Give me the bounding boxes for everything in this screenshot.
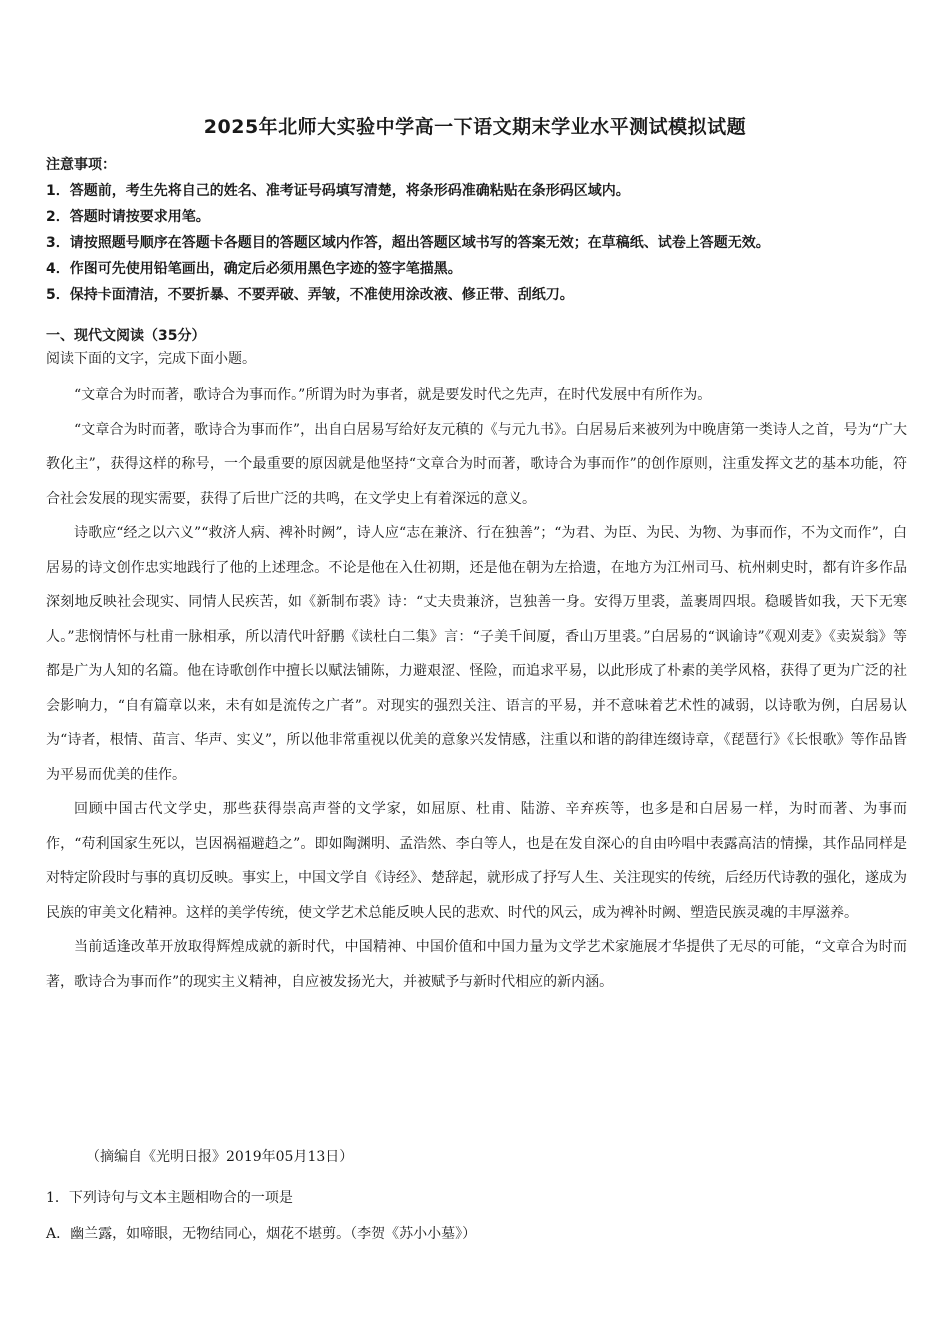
- page-title: 2025年北师大实验中学高一下语文期末学业水平测试模拟试题: [203, 116, 747, 138]
- reading-passage: [46, 378, 907, 999]
- notice-item: 1．答题前，考生先将自己的姓名、准考证号码填写清楚，将条形码准确粘贴在条形码区域内。: [46, 183, 630, 199]
- option-a: A．幽兰露，如啼眼，无物结同心，烟花不堪剪。（李贺《苏小小墓》）: [46, 1226, 477, 1242]
- question-stem: 1．下列诗句与文本主题相吻合的一项是: [46, 1190, 293, 1206]
- notice-item: 4．作图可先使用铅笔画出，确定后必须用黑色字迹的签字笔描黑。: [46, 261, 462, 277]
- passage-source: （摘编自《光明日报》2019年05月13日）: [86, 1149, 354, 1165]
- notice-item: 5．保持卡面清洁，不要折暴、不要弄破、弄皱，不准使用涂改液、修正带、刮纸刀。: [46, 287, 574, 303]
- notice-heading: 注意事项：: [46, 157, 116, 173]
- question-1: [46, 1180, 916, 1252]
- section-title: 一、现代文阅读（35分）: [46, 328, 206, 344]
- passage-paragraph: 诗歌应“经之以六义”“救济人病、裨补时阙”，诗人应“志在兼济、行在独善”；“为君、为臣、为民、为物、为事而作，不为文而作”，白居易的诗文创作忠实地践行了他的上述理念。不论是他在入仕初期，还是他在朝为左拾遗，在地方为江州司马、杭州刺史时，都有许多作品深刻地反映社会现实、同情人民疾苦，如《新制布裘》诗：“丈夫贵兼济，岂独善一身。安得万里裘，盖裹周四垠。稳暖皆如我，天下无寒人。”悲悯情怀与杜甫一脉相承，所以清代叶舒鹏《读杜白二集》言：“子美千间厦，香山万里裘。”白居易的“讽谕诗”《观刈麦》《卖炭翁》等都是广为人知的名篇。他在诗歌创作中擅长以赋法铺陈，力避艰涩、怪险，而追求平易，以此形成了朴素的美学风格，获得了更为广泛的社会影响力，“自有篇章以来，未有如是流传之广者”。对现实的强烈关注、语言的平易，并不意味着艺术性的减弱，以诗歌为例，白居易认为“诗者，根情、苗言、华声、实义”，所以他非常重视以优美的意象兴发情感，注重以和谐的韵律连缀诗章，《琵琶行》《长恨歌》等作品皆为平易而优美的佳作。: [46, 525, 907, 783]
- passage-paragraph: 当前适逢改革开放取得辉煌成就的新时代，中国精神、中国价值和中国力量为文学艺术家施展才华提供了无尽的可能，“文章合为时而著，歌诗合为事而作”的现实主义精神，自应被发扬光大，并被赋予与新时代相应的新内涵。: [46, 939, 907, 990]
- notice-item: 3．请按照题号顺序在答题卡各题目的答题区域内作答，超出答题区域书写的答案无效；在草稿纸、试卷上答题无效。: [46, 235, 770, 251]
- reading-instruction: 阅读下面的文字，完成下面小题。: [46, 351, 256, 367]
- section-header: [46, 325, 916, 371]
- passage-paragraph: “文章合为时而著，歌诗合为事而作。”所谓为时为事者，就是要发时代之先声，在时代发展中有所作为。: [74, 387, 712, 403]
- passage-paragraph: “文章合为时而著，歌诗合为事而作”，出自白居易写给好友元稹的《与元九书》。白居易后来被列为中晚唐第一类诗人之首，号为“广大教化主”，获得这样的称号，一个最重要的原因就是他坚持“文章合为时而著，歌诗合为事而作”的创作原则，注重发挥文艺的基本功能，符合社会发展的现实需要，获得了后世广泛的共鸣，在文学史上有着深远的意义。: [46, 421, 907, 507]
- notice-block: [46, 152, 916, 308]
- passage-paragraph: 回顾中国古代文学史，那些获得崇高声誉的文学家，如屈原、杜甫、陆游、辛弃疾等，也多是和白居易一样，为时而著、为事而作，“苟利国家生死以，岂因祸福避趋之”。即如陶渊明、孟浩然、李白等人，也是在发自深心的自由吟唱中表露高洁的情操，其作品同样是对特定阶段时与事的真切反映。事实上，中国文学自《诗经》、楚辞起，就形成了抒写人生、关注现实的传统，后经历代诗教的强化，遂成为民族的审美文化精神。这样的美学传统，使文学艺术总能反映人民的悲欢、时代的风云，成为裨补时阙、塑造民族灵魂的丰厚滋养。: [46, 801, 907, 921]
- notice-item: 2．答题时请按要求用笔。: [46, 209, 210, 225]
